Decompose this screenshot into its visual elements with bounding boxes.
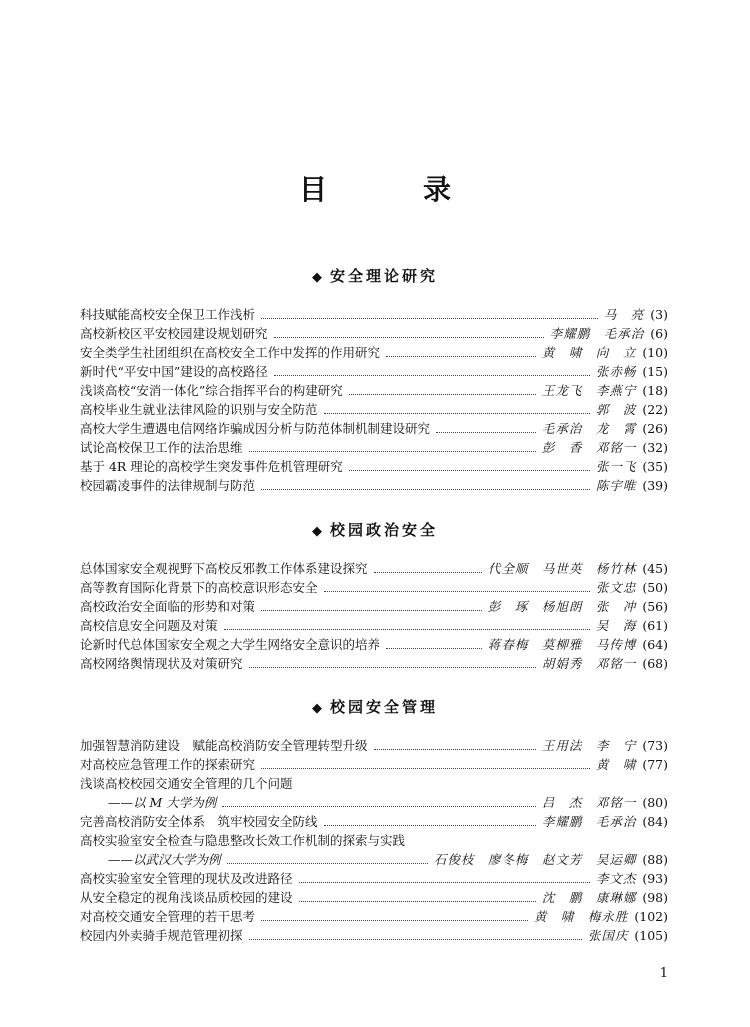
entry-page: (98) [642,890,668,905]
entry-title: 安全类学生社团组织在高校安全工作中发挥的作用研究 [80,345,381,360]
entry-authors: 李耀鹏 毛承治 [549,326,645,341]
entry-page: (45) [642,561,668,576]
entry-title: 高校网络舆情现状及对策研究 [80,656,243,671]
entry-title: 高校大学生遭遇电信网络诈骗成因分析与防范体制机制建设研究 [80,421,431,436]
toc-entry[interactable] [80,381,668,400]
dot-leader [261,767,590,769]
section-heading-label: 校园政治安全 [329,521,438,539]
entry-page: (84) [642,814,668,829]
entry-title: 试论高校保卫工作的法治思维 [80,440,243,455]
entry-authors: 吴 海 [595,618,637,633]
entry-title: 校园内外卖骑手规范管理初探 [80,928,243,943]
entry-page: (102) [634,909,668,924]
toc-entry[interactable] [80,400,668,419]
toc-entry[interactable] [80,457,668,476]
toc-entry-title-line[interactable] [80,774,668,793]
entry-title: 校园霸凌事件的法律规制与防范 [80,478,256,493]
page-number: 1 [659,966,668,981]
toc-entry[interactable] [80,438,668,457]
toc-list-politics [80,559,668,673]
dot-leader [349,469,590,471]
toc-entry[interactable] [80,476,668,495]
entry-authors: 王龙飞 李燕宁 [541,383,637,398]
dot-leader [261,488,590,490]
entry-page: (88) [642,852,668,867]
entry-title: 从安全稳定的视角浅谈品质校园的建设 [80,890,293,905]
entry-page: (50) [642,580,668,595]
dot-leader [274,336,544,338]
entry-subtitle: ——以武汉大学为例 [108,852,221,867]
entry-authors: 张国庆 [587,928,629,943]
entry-authors: 彭 香 邓铭一 [541,440,637,455]
dot-leader [261,317,598,319]
dot-leader [222,805,536,807]
entry-authors: 黄 啸 向 立 [541,345,637,360]
section-heading-politics [0,520,750,542]
diamond-icon: ◆ [311,270,322,285]
entry-page: (32) [642,440,668,455]
entry-authors: 郭 波 [595,402,637,417]
toc-entry-subtitle[interactable] [80,850,668,869]
entry-authors: 沈 鹏 康琳娜 [541,890,637,905]
entry-page: (73) [642,738,668,753]
toc-entry[interactable] [80,559,668,578]
entry-authors: 王用法 李 宁 [541,738,637,753]
entry-page: (56) [642,599,668,614]
section-heading-label: 校园安全管理 [329,698,438,716]
toc-entry[interactable] [80,419,668,438]
entry-title: 科技赋能高校安全保卫工作浅析 [80,307,256,322]
dot-leader [386,647,482,649]
dot-leader [261,609,482,611]
entry-authors: 毛承治 龙 霄 [541,421,637,436]
dot-leader [324,590,590,592]
diamond-icon: ◆ [311,701,322,716]
toc-list-management [80,736,668,945]
entry-authors: 吕 杰 邓铭一 [541,795,637,810]
entry-title: 高校信息安全问题及对策 [80,618,218,633]
section-heading-label: 安全理论研究 [329,267,438,285]
toc-entry-subtitle[interactable] [80,793,668,812]
entry-title: 论新时代总体国家安全观之大学生网络安全意识的培养 [80,637,381,652]
dot-leader [299,881,590,883]
entry-title: 完善高校消防安全体系 筑牢校园安全防线 [80,814,318,829]
entry-page: (105) [634,928,668,943]
entry-title: 高校实验室安全管理的现状及改进路径 [80,871,293,886]
entry-authors: 蒋春梅 莫柳雅 马传博 [487,637,637,652]
entry-title: 浅谈高校校园交通安全管理的几个问题 [80,776,293,791]
section-heading-theory [0,266,750,288]
dot-leader [324,824,536,826]
toc-entry-title-line[interactable] [80,831,668,850]
entry-page: (18) [642,383,668,398]
entry-page: (6) [650,326,668,341]
entry-authors: 李文杰 [595,871,637,886]
entry-page: (77) [642,757,668,772]
toc-entry[interactable] [80,926,668,945]
entry-authors: 张一飞 [595,459,637,474]
entry-page: (22) [642,402,668,417]
toc-list-theory [80,305,668,495]
entry-authors: 胡娟秀 邓铭一 [541,656,637,671]
toc-entry[interactable] [80,812,668,831]
entry-authors: 张文忠 [595,580,637,595]
entry-page: (26) [642,421,668,436]
entry-title: 高校实验室安全检查与隐患整改长效工作机制的探索与实践 [80,833,406,848]
toc-entry[interactable] [80,616,668,635]
dot-leader [374,571,482,573]
entry-authors: 石俊枝 廖冬梅 赵文芳 吴运卿 [433,852,637,867]
dot-leader [436,431,536,433]
entry-title: 总体国家安全观视野下高校反邪教工作体系建设探究 [80,561,368,576]
entry-subtitle: ——以 M 大学为例 [108,795,217,810]
entry-authors: 彭 琢 杨旭朗 张 冲 [487,599,637,614]
entry-page: (68) [642,656,668,671]
entry-page: (10) [642,345,668,360]
dot-leader [386,355,536,357]
entry-title: 加强智慧消防建设 赋能高校消防安全管理转型升级 [80,738,368,753]
entry-authors: 张赤畅 [595,364,637,379]
toc-entry[interactable] [80,654,668,673]
toc-entry[interactable] [80,635,668,654]
dot-leader [299,900,536,902]
entry-authors: 陈宇唯 [595,478,637,493]
entry-authors: 马 亮 [603,307,645,322]
dot-leader [349,393,536,395]
entry-title: 高校新校区平安校园建设规划研究 [80,326,268,341]
entry-page: (3) [650,307,668,322]
entry-page: (39) [642,478,668,493]
toc-title: 目 录 [298,173,485,206]
entry-title: 高校毕业生就业法律风险的识别与安全防范 [80,402,318,417]
dot-leader [274,374,590,376]
entry-page: (35) [642,459,668,474]
dot-leader [374,748,536,750]
entry-title: 对高校应急管理工作的探索研究 [80,757,256,772]
toc-entry[interactable] [80,597,668,616]
entry-title: 基于 4R 理论的高校学生突发事件危机管理研究 [80,459,343,474]
entry-authors: 李耀鹏 毛承治 [541,814,637,829]
toc-entry[interactable] [80,869,668,888]
toc-entry[interactable] [80,888,668,907]
dot-leader [224,628,590,630]
entry-title: 新时代“平安中国”建设的高校路径 [80,364,268,379]
dot-leader [261,919,528,921]
toc-entry[interactable] [80,362,668,381]
toc-entry[interactable] [80,578,668,597]
entry-page: (80) [642,795,668,810]
entry-title: 浅谈高校“安消一体化”综合指挥平台的构建研究 [80,383,343,398]
entry-page: (93) [642,871,668,886]
entry-authors: 代全顺 马世英 杨竹林 [487,561,637,576]
entry-page: (15) [642,364,668,379]
toc-entry[interactable] [80,343,668,362]
entry-title: 高等教育国际化背景下的高校意识形态安全 [80,580,318,595]
toc-entry[interactable] [80,736,668,755]
dot-leader [249,938,582,940]
dot-leader [324,412,590,414]
entry-title: 对高校交通安全管理的若干思考 [80,909,256,924]
toc-entry[interactable] [80,305,668,324]
toc-entry[interactable] [80,755,668,774]
dot-leader [249,666,536,668]
toc-entry[interactable] [80,907,668,926]
dot-leader [249,450,536,452]
diamond-icon: ◆ [311,524,322,539]
section-heading-management [0,697,750,719]
dot-leader [227,862,428,864]
entry-page: (61) [642,618,668,633]
entry-page: (64) [642,637,668,652]
entry-title: 高校政治安全面临的形势和对策 [80,599,256,614]
entry-authors: 黄 啸 梅永胜 [533,909,629,924]
entry-authors: 黄 啸 [595,757,637,772]
toc-entry[interactable] [80,324,668,343]
